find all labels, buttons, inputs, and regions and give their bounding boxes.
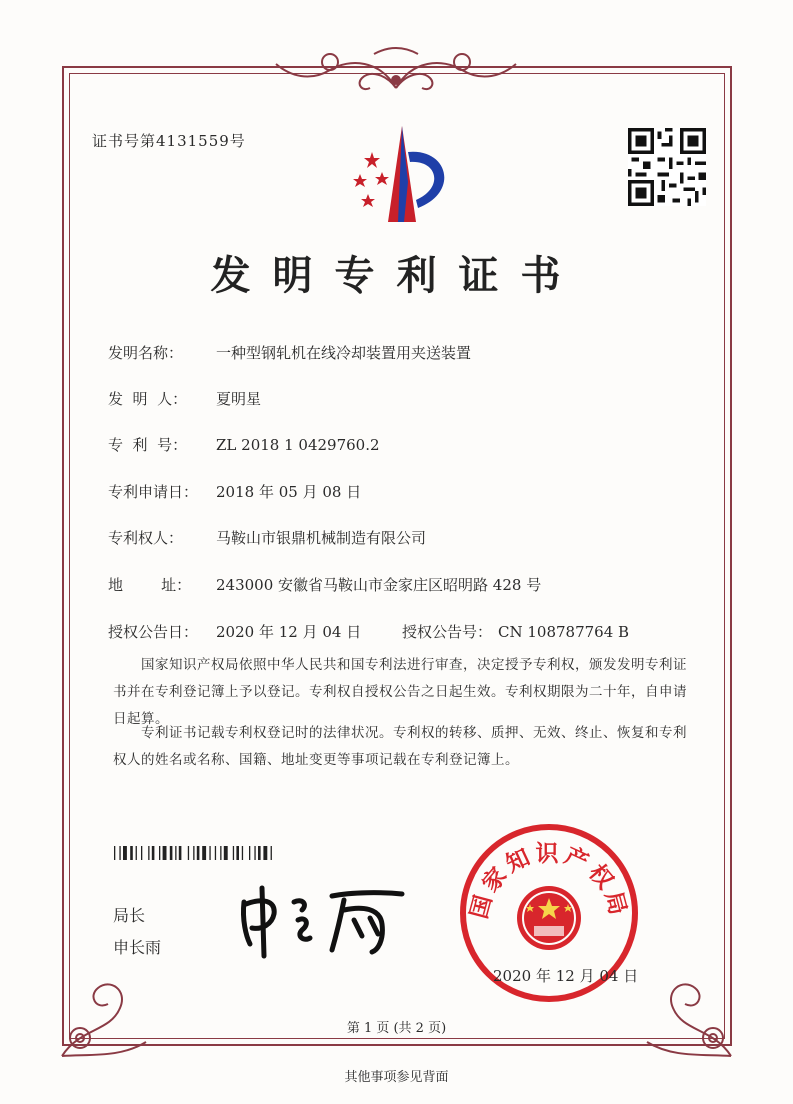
cnipa-emblem-icon [338,122,458,232]
field-label: 专利权人： [108,529,184,547]
field-value: CN 108787764 B [498,623,630,641]
field-value: 夏明星 [216,390,262,408]
certificate-title: 发明专利证书 [210,252,583,299]
field-patent-number [108,434,380,455]
field-label: 发 明 人： [108,390,188,408]
field-value: 2020 年 12 月 04 日 [216,623,362,641]
field-label: 发明名称： [108,344,184,362]
field-label: 地 址： [108,576,192,594]
qr-code [628,128,706,206]
page-number: 第 1 页 (共 2 页) [346,1021,447,1036]
certificate-number: 证书号第4131559号 [92,132,246,150]
field-value: 马鞍山市银鼎机械制造有限公司 [216,529,427,547]
field-patentee [108,527,426,548]
field-label: 授权公告号： [402,623,493,641]
field-label: 专利申请日： [108,483,199,501]
field-filing-date [108,481,361,502]
field-inventor [108,388,261,409]
top-ornament [270,40,523,100]
field-value: 2018 年 05 月 08 日 [216,483,362,501]
director-signature [232,880,412,960]
field-invention-name [108,342,471,363]
director-name: 申长雨 [113,938,162,957]
field-address [108,574,541,595]
barcode [114,846,326,860]
field-label: 专 利 号： [108,436,188,454]
footnote: 其他事项参见背面 [344,1070,449,1085]
field-value: 243000 安徽省马鞍山市金家庄区昭明路 428 号 [216,576,542,594]
field-value: 一种型钢轧机在线冷却装置用夹送装置 [216,344,472,362]
director-title: 局长 [113,906,146,925]
legal-paragraph-1: 国家知识产权局依照中华人民共和国专利法进行审查，决定授予专利权，颁发发明专利证书并在专利登记簿上予以登记。专利权自授权公告之日起生效。专利权期限为二十年，自申请日起算。 [113,657,687,727]
field-label: 授权公告日： [108,623,199,641]
legal-paragraph-2: 专利证书记载专利权登记时的法律状况。专利权的转移、质押、无效、终止、恢复和专利权人的姓名或名称、国籍、地址变更等事项记载在专利登记簿上。 [113,725,687,768]
seal-date: 2020 年 12 月 04 日 [493,967,639,985]
field-value: ZL 2018 1 0429760.2 [216,436,380,454]
seal-text: 国家知识产权局 [466,840,632,922]
field-grant-number [402,621,629,642]
field-grant-date [108,621,361,642]
